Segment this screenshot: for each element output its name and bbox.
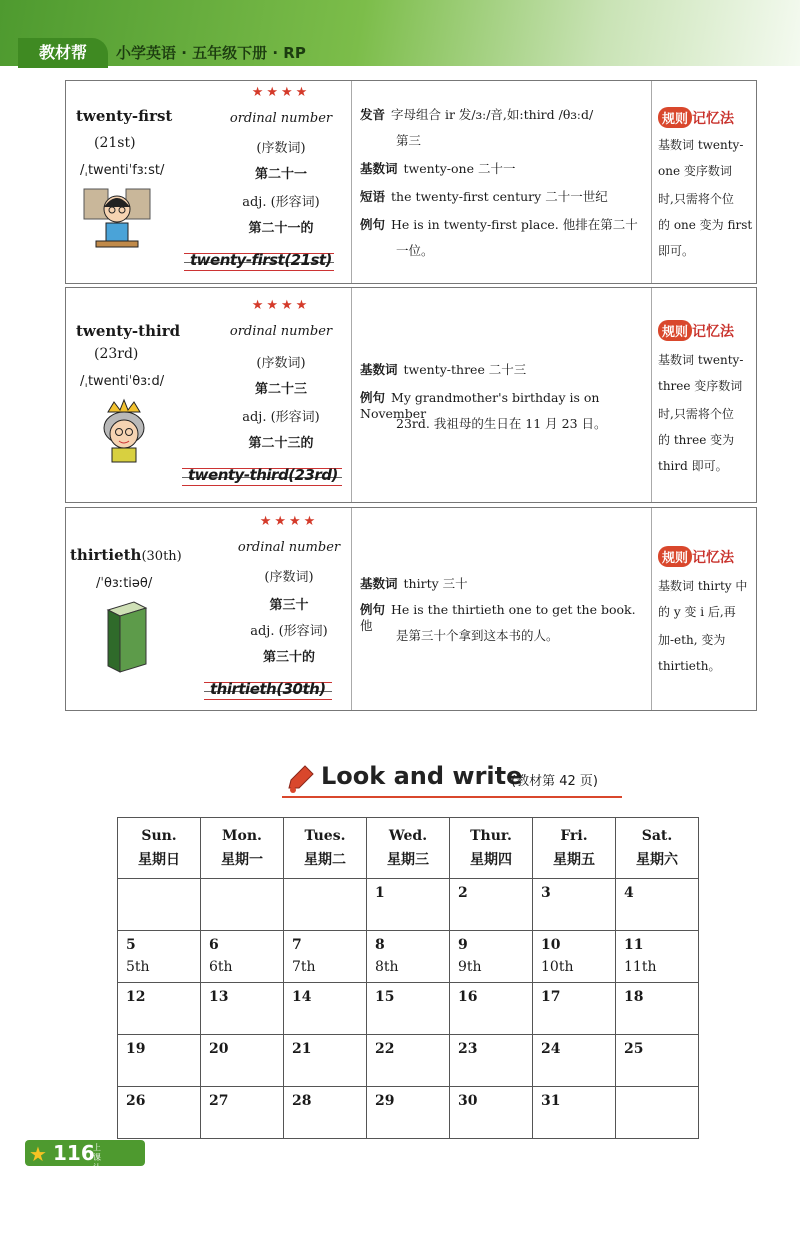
- pos-adj: adj. (形容词): [242, 195, 320, 210]
- calendar-day-cell: [367, 879, 450, 931]
- info-row: 例句 He is the thirtieth one to get the book. 他: [360, 602, 636, 633]
- pos-english: ordinal number: [237, 540, 341, 555]
- vocab-word: twenty-first: [76, 107, 173, 125]
- tip-line: 的 three 变为: [658, 433, 735, 447]
- info-row: 是第三十个拿到这本书的人。: [396, 628, 559, 643]
- pencil-icon: [285, 764, 315, 794]
- tip-line: 即可。: [658, 244, 695, 258]
- calendar-day-cell: [201, 879, 284, 931]
- day-number: 16: [458, 989, 478, 1005]
- memory-tip-badge: 规则 记忆法: [658, 107, 734, 128]
- pos-chinese: (序数词): [256, 356, 306, 371]
- calendar-day-cell: [201, 983, 284, 1035]
- handwriting-sample: [184, 247, 334, 277]
- vocab-abbr: (30th): [141, 549, 182, 564]
- info-column: [351, 508, 651, 710]
- day-number: 19: [126, 1041, 146, 1057]
- day-number: 9: [458, 937, 468, 953]
- footer-motto: 上课认真听 下课练无忧: [93, 1143, 101, 1242]
- ordinal-label: 10th: [541, 959, 574, 975]
- importance-stars-icon: ★★★★: [251, 85, 311, 100]
- calendar-week-row: [118, 931, 699, 983]
- calendar-day-cell: [118, 1035, 201, 1087]
- day-number: 10: [541, 937, 561, 953]
- calendar-day-cell: [367, 983, 450, 1035]
- section-title-text: Look and write: [321, 762, 523, 790]
- vocab-card-twenty-first: [65, 80, 757, 284]
- day-number: 15: [375, 989, 395, 1005]
- handwriting-text: twenty-first(21st): [190, 251, 332, 269]
- calendar-day-cell: [533, 1087, 616, 1139]
- calendar-header-cell: Sun. 星期日: [118, 818, 201, 879]
- tip-line: one 变序数词: [658, 164, 732, 178]
- day-number: 14: [292, 989, 312, 1005]
- tip-line: three 变序数词: [658, 379, 743, 393]
- calendar-header-row: [118, 818, 699, 879]
- info-row: 一位。: [396, 243, 434, 258]
- importance-stars-icon: ★★★★: [251, 298, 311, 313]
- calendar-day-cell: [367, 1035, 450, 1087]
- pos-adj: adj. (形容词): [242, 410, 320, 425]
- day-number: 28: [292, 1093, 312, 1109]
- calendar-day-cell: [533, 931, 616, 983]
- tip-line: 的 one 变为 first: [658, 218, 753, 232]
- pos-adj: adj. (形容词): [250, 624, 328, 639]
- info-row: 发音 字母组合 ir 发/ɜː/音,如:third /θɜːd/: [360, 107, 594, 122]
- calendar-day-cell: [284, 1087, 367, 1139]
- calendar-header-cell: Wed. 星期三: [367, 818, 450, 879]
- header-tab: 教材帮: [18, 38, 108, 68]
- calendar-day-cell: [284, 931, 367, 983]
- vocab-phonetic: /ˌtwentiˈθɜːd/: [80, 374, 165, 389]
- day-number: 23: [458, 1041, 478, 1057]
- day-number: 8: [375, 937, 385, 953]
- book-illustration-icon: [102, 600, 152, 674]
- calendar-header-cell: Fri. 星期五: [533, 818, 616, 879]
- calendar-day-cell: [118, 931, 201, 983]
- calendar-header-cell: Mon. 星期一: [201, 818, 284, 879]
- calendar-day-cell: [367, 1087, 450, 1139]
- calendar-week-row: [118, 983, 699, 1035]
- vocab-word: twenty-third: [76, 322, 181, 340]
- info-row: 例句 He is in twenty-first place. 他排在第二十: [360, 217, 638, 232]
- tip-line: 时,只需将个位: [658, 192, 734, 206]
- calendar-header-cell: Tues. 星期二: [284, 818, 367, 879]
- info-column: [351, 81, 651, 283]
- memory-tip-column: [651, 288, 758, 502]
- calendar-day-cell: [450, 879, 533, 931]
- info-row: 基数词 twenty-one 二十一: [360, 161, 516, 176]
- day-number: 17: [541, 989, 561, 1005]
- vocab-phonetic: /ˈθɜːtiəθ/: [96, 576, 153, 591]
- grandmother-illustration-icon: [94, 398, 154, 464]
- calendar-day-cell: [367, 931, 450, 983]
- day-number: 29: [375, 1093, 395, 1109]
- star-icon: ★: [29, 1142, 47, 1166]
- ordinal-label: 6th: [209, 959, 233, 975]
- section-subtitle: (教材第 42 页): [511, 774, 598, 789]
- calendar-header-cell: Sat. 星期六: [616, 818, 699, 879]
- vocab-abbr: (23rd): [94, 346, 139, 362]
- section-underline: [282, 796, 622, 798]
- calendar-day-cell: [450, 1035, 533, 1087]
- calendar-body: [118, 879, 699, 1139]
- tip-line: thirtieth。: [658, 659, 721, 673]
- handwriting-sample: [182, 462, 342, 492]
- pos-english: ordinal number: [229, 111, 333, 126]
- calendar-day-cell: [616, 1087, 699, 1139]
- vocab-card-twenty-third: [65, 287, 757, 503]
- tip-line: 基数词 twenty-: [658, 353, 744, 367]
- vocab-phonetic: /ˌtwentiˈfɜːst/: [80, 163, 165, 178]
- day-number: 26: [126, 1093, 146, 1109]
- handwriting-text: thirtieth(30th): [210, 680, 326, 698]
- day-number: 30: [458, 1093, 478, 1109]
- day-number: 24: [541, 1041, 561, 1057]
- calendar-day-cell: [616, 879, 699, 931]
- day-number: 1: [375, 885, 385, 901]
- tip-line: third 即可。: [658, 459, 728, 473]
- calendar-day-cell: [201, 1087, 284, 1139]
- day-number: 6: [209, 937, 219, 953]
- student-illustration-icon: [82, 185, 152, 251]
- calendar-day-cell: [616, 1035, 699, 1087]
- pos-chinese: (序数词): [264, 570, 314, 585]
- info-row: 第三: [396, 133, 422, 148]
- day-number: 18: [624, 989, 644, 1005]
- day-number: 27: [209, 1093, 229, 1109]
- info-row: 基数词 thirty 三十: [360, 576, 468, 591]
- calendar-day-cell: [450, 931, 533, 983]
- info-row: 基数词 twenty-three 二十三: [360, 362, 527, 377]
- ordinal-label: 9th: [458, 959, 482, 975]
- calendar-day-cell: [616, 983, 699, 1035]
- calendar-day-cell: [533, 1035, 616, 1087]
- calendar-day-cell: [284, 983, 367, 1035]
- day-number: 5: [126, 937, 136, 953]
- meaning-noun: 第二十三: [254, 382, 307, 397]
- header-title: 小学英语 · 五年级下册 · RP: [116, 44, 306, 62]
- pos-english: ordinal number: [229, 324, 333, 339]
- calendar-day-cell: [201, 931, 284, 983]
- calendar-week-row: [118, 1087, 699, 1139]
- meaning-adj: 第二十一的: [248, 221, 314, 236]
- calendar-day-cell: [533, 879, 616, 931]
- day-number: 12: [126, 989, 146, 1005]
- vocab-word: thirtieth(30th): [70, 546, 182, 564]
- calendar-day-cell: [284, 879, 367, 931]
- day-number: 22: [375, 1041, 395, 1057]
- ordinal-label: 11th: [624, 959, 657, 975]
- day-number: 25: [624, 1041, 644, 1057]
- day-number: 21: [292, 1041, 312, 1057]
- calendar-week-row: [118, 879, 699, 931]
- pos-chinese: (序数词): [256, 141, 306, 156]
- word-column: [66, 508, 211, 710]
- calendar-day-cell: [450, 983, 533, 1035]
- info-row: 短语 the twenty-first century 二十一世纪: [360, 189, 608, 204]
- info-row: 例句 My grandmother's birthday is on November: [360, 390, 600, 421]
- tip-line: 的 y 变 i 后,再: [658, 605, 736, 619]
- calendar-day-cell: [118, 983, 201, 1035]
- meaning-noun: 第二十一: [254, 167, 307, 182]
- memory-tip-badge: 规则 记忆法: [658, 546, 734, 567]
- ordinal-label: 5th: [126, 959, 150, 975]
- page-header: [0, 0, 800, 76]
- tip-line: 加-eth, 变为: [658, 633, 726, 647]
- calendar-day-cell: [201, 1035, 284, 1087]
- calendar-day-cell: [284, 1035, 367, 1087]
- day-number: 13: [209, 989, 229, 1005]
- day-number: 20: [209, 1041, 229, 1057]
- info-row: 23rd. 我祖母的生日在 11 月 23 日。: [396, 416, 607, 431]
- tip-line: 基数词 twenty-: [658, 138, 744, 152]
- importance-stars-icon: ★★★★: [259, 514, 319, 529]
- memory-tip-column: [651, 508, 758, 710]
- day-number: 11: [624, 937, 644, 953]
- calendar-day-cell: [616, 931, 699, 983]
- day-number: 2: [458, 885, 468, 901]
- calendar-day-cell: [118, 1087, 201, 1139]
- tip-line: 时,只需将个位: [658, 407, 734, 421]
- calendar-day-cell: [450, 1087, 533, 1139]
- calendar-table: [117, 817, 699, 1139]
- calendar-day-cell: [118, 879, 201, 931]
- handwriting-text: twenty-third(23rd): [188, 466, 338, 484]
- meaning-adj: 第二十三的: [248, 436, 314, 451]
- vocab-abbr: (21st): [94, 135, 136, 151]
- calendar-header-cell: Thur. 星期四: [450, 818, 533, 879]
- memory-tip-badge: 规则 记忆法: [658, 320, 734, 341]
- memory-tip-column: [651, 81, 758, 283]
- page-number: 116: [53, 1141, 95, 1165]
- day-number: 3: [541, 885, 551, 901]
- handwriting-sample: [204, 676, 332, 706]
- ordinal-label: 7th: [292, 959, 316, 975]
- day-number: 7: [292, 937, 302, 953]
- calendar-day-cell: [533, 983, 616, 1035]
- meaning-adj: 第三十的: [262, 650, 315, 665]
- calendar-week-row: [118, 1035, 699, 1087]
- vocab-card-thirtieth: [65, 507, 757, 711]
- info-column: [351, 288, 651, 502]
- tip-line: 基数词 thirty 中: [658, 579, 748, 593]
- day-number: 4: [624, 885, 634, 901]
- ordinal-label: 8th: [375, 959, 399, 975]
- meaning-noun: 第三十: [269, 598, 309, 613]
- day-number: 31: [541, 1093, 561, 1109]
